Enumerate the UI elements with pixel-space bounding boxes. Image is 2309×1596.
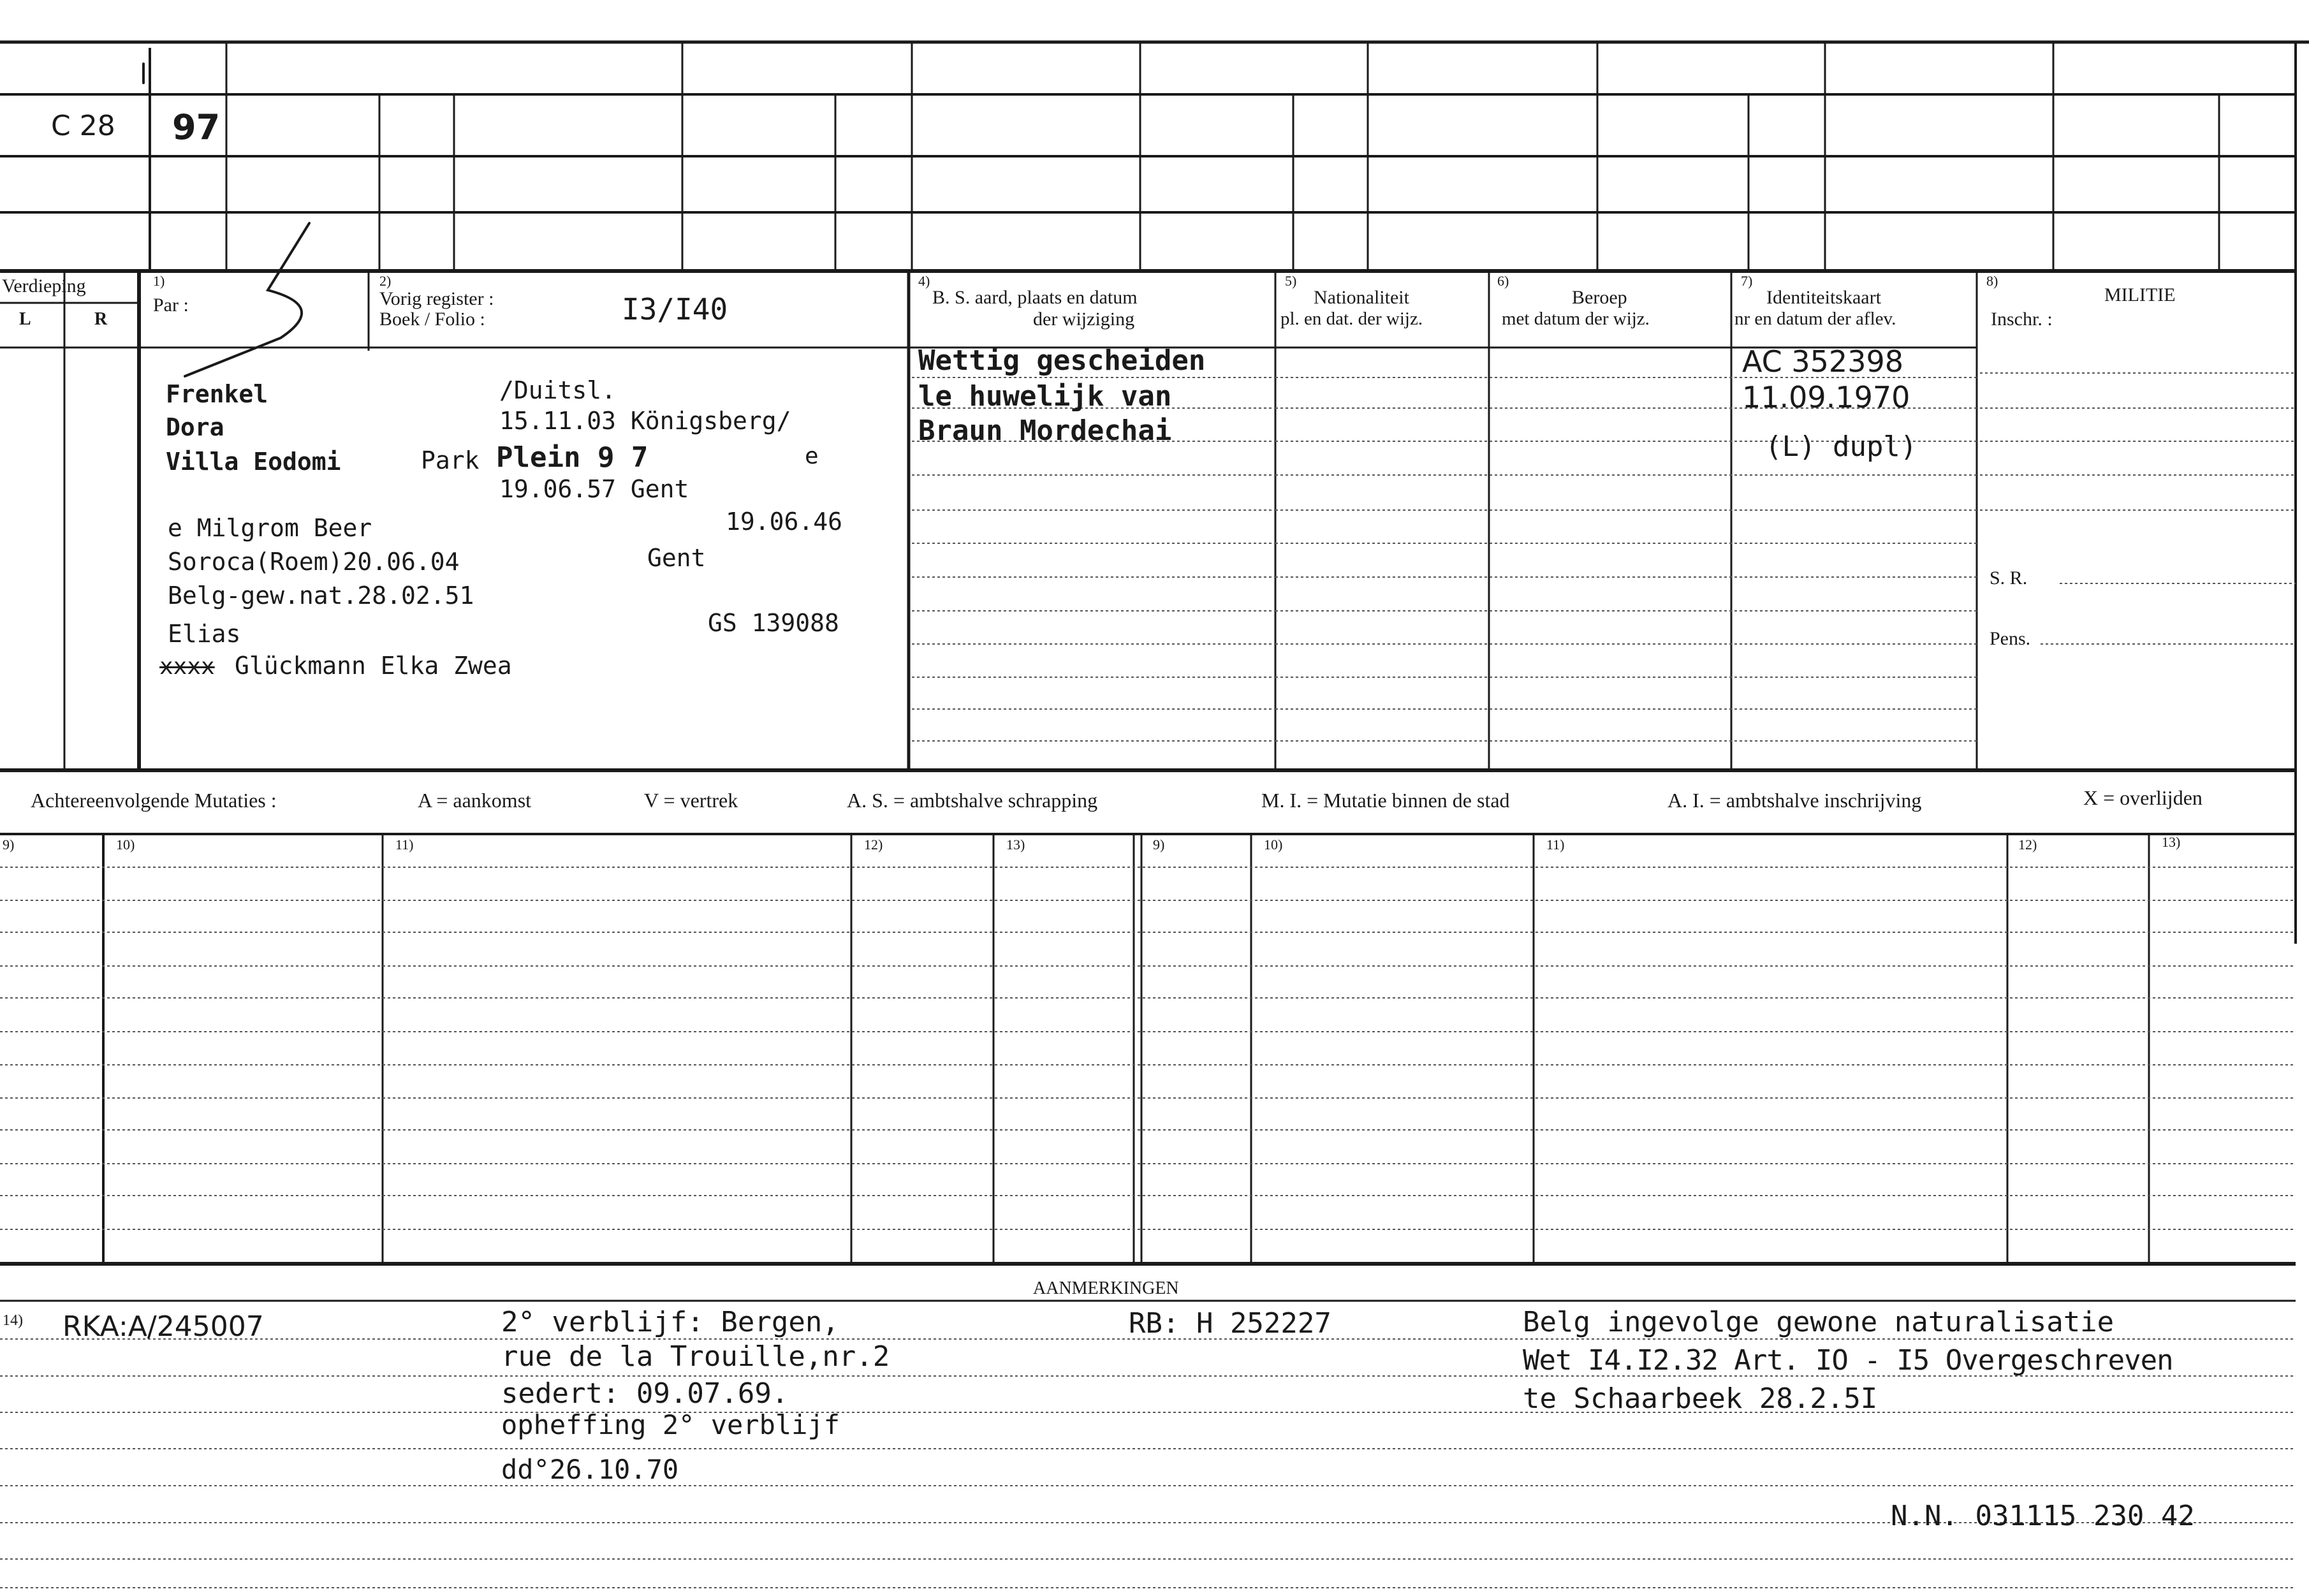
legend-aankomst: A = aankomst	[418, 789, 532, 812]
nationaliteit-sublabel: pl. en dat. der wijz.	[1280, 309, 1423, 329]
nationality-mark: /Duitsl.	[499, 376, 617, 404]
nationaliteit-label: Nationaliteit	[1314, 287, 1409, 308]
park-prefix: Park	[421, 446, 480, 474]
vorig-register-label: Vorig register :	[379, 288, 494, 309]
marriage-place: Gent	[647, 544, 706, 572]
col4-number: 4)	[918, 273, 930, 289]
rka-number: RKA:A/245007	[62, 1310, 264, 1343]
beroep-sublabel: met datum der wijz.	[1502, 309, 1650, 329]
militie-label: MILITIE	[2104, 284, 2176, 305]
col6-number: 6)	[1497, 273, 1509, 289]
card-code: C 28	[51, 110, 115, 142]
inschr-label: Inschr. :	[1991, 309, 2053, 330]
beroep-label: Beroep	[1572, 287, 1627, 308]
surname: Frenkel	[166, 380, 268, 408]
birth: 15.11.03 Königsberg/	[499, 407, 791, 435]
col-l-label: L	[19, 309, 31, 329]
nn-number: N.N. 031115 230 42	[1891, 1500, 2195, 1532]
par-label: Par :	[153, 295, 189, 316]
mother: Glückmann Elka Zwea	[235, 652, 512, 680]
spouse: e Milgrom Beer	[168, 514, 372, 542]
spouse-birth: Soroca(Roem)20.06.04	[168, 548, 460, 576]
legend-vertrek: V = vertrek	[644, 789, 738, 812]
park-plein: Plein 9 7	[496, 441, 649, 474]
sr-label: S. R.	[1990, 567, 2028, 589]
identity-number: AC 352398	[1742, 344, 1903, 379]
bs-change-line3: Braun Mordechai	[918, 414, 1172, 447]
opheffing-line1: opheffing 2° verblijf	[501, 1409, 840, 1440]
legend-inschrijving: A. I. = ambtshalve inschrijving	[1668, 789, 1922, 812]
boek-folio-label: Boek / Folio :	[379, 309, 485, 330]
legend-schrapping: A. S. = ambtshalve schrapping	[847, 789, 1098, 812]
col14-number: 14)	[3, 1312, 23, 1329]
pen-stroke	[185, 223, 309, 376]
col1-number: 1)	[153, 273, 165, 289]
bs-change-line2: le huwelijk van	[918, 380, 1172, 413]
father: Elias	[168, 620, 241, 648]
verdieping-label: Verdieping	[2, 275, 86, 297]
col5-number: 5)	[1285, 273, 1297, 289]
card-number: 97	[172, 107, 221, 147]
legend-overlijden: X = overlijden	[2083, 786, 2203, 809]
marriage-date: 19.06.46	[726, 508, 843, 536]
firstname: Dora	[166, 413, 224, 441]
identiteitskaart-sublabel: nr en datum der aflev.	[1734, 309, 1896, 329]
mut-col-9b: 9)	[1153, 837, 1165, 853]
opheffing-line2: dd°26.10.70	[501, 1454, 679, 1485]
mut-col-10a: 10)	[116, 837, 135, 853]
bs-label-line2: der wijziging	[1033, 309, 1135, 330]
mutaties-title: Achtereenvolgende Mutaties :	[31, 789, 277, 812]
mut-col-11a: 11)	[395, 837, 414, 853]
legend-mutatie-stad: M. I. = Mutatie binnen de stad	[1261, 789, 1510, 812]
naturalization: Belg-gew.nat.28.02.51	[168, 582, 474, 610]
belg-line3: te Schaarbeek 28.2.5I	[1523, 1382, 1878, 1415]
mut-col-11b: 11)	[1546, 837, 1565, 853]
mut-col-12a: 12)	[864, 837, 883, 853]
mut-col-13a: 13)	[1006, 837, 1025, 853]
e-mark: e	[805, 443, 819, 469]
address: Villa Eodomi	[166, 448, 341, 476]
register-value: I3/I40	[622, 292, 728, 326]
pens-label: Pens.	[1990, 628, 2031, 649]
strikeout-mark: xxxx	[159, 654, 215, 680]
col7-number: 7)	[1741, 273, 1753, 289]
arrival: 19.06.57 Gent	[499, 475, 689, 503]
col2-number: 2)	[379, 273, 392, 289]
col8-number: 8)	[1986, 273, 1998, 289]
identity-date: 11.09.1970	[1742, 380, 1910, 414]
verblijf-line3: sedert: 09.07.69.	[501, 1377, 789, 1410]
belg-line1: Belg ingevolge gewone naturalisatie	[1523, 1306, 2115, 1338]
mut-col-10b: 10)	[1264, 837, 1283, 853]
rb-number: RB: H 252227	[1129, 1307, 1331, 1340]
gs-number: GS 139088	[708, 609, 839, 637]
bs-label-line1: B. S. aard, plaats en datum	[932, 287, 1138, 308]
mut-col-12b: 12)	[2018, 837, 2037, 853]
belg-line2: Wet I4.I2.32 Art. IO - I5 Overgeschreven	[1523, 1344, 2173, 1377]
mut-col-9a: 9)	[3, 837, 15, 853]
mut-col-13b: 13)	[2162, 834, 2181, 850]
bs-change-line1: Wettig gescheiden	[918, 344, 1206, 377]
col-r-label: R	[94, 309, 108, 329]
verblijf-line1: 2° verblijf: Bergen,	[501, 1306, 839, 1338]
verblijf-line2: rue de la Trouille,nr.2	[501, 1340, 890, 1373]
identity-duplicate: (L) dupl)	[1765, 430, 1917, 463]
aanmerkingen-title: AANMERKINGEN	[1033, 1278, 1179, 1298]
identiteitskaart-label: Identiteitskaart	[1766, 287, 1881, 308]
